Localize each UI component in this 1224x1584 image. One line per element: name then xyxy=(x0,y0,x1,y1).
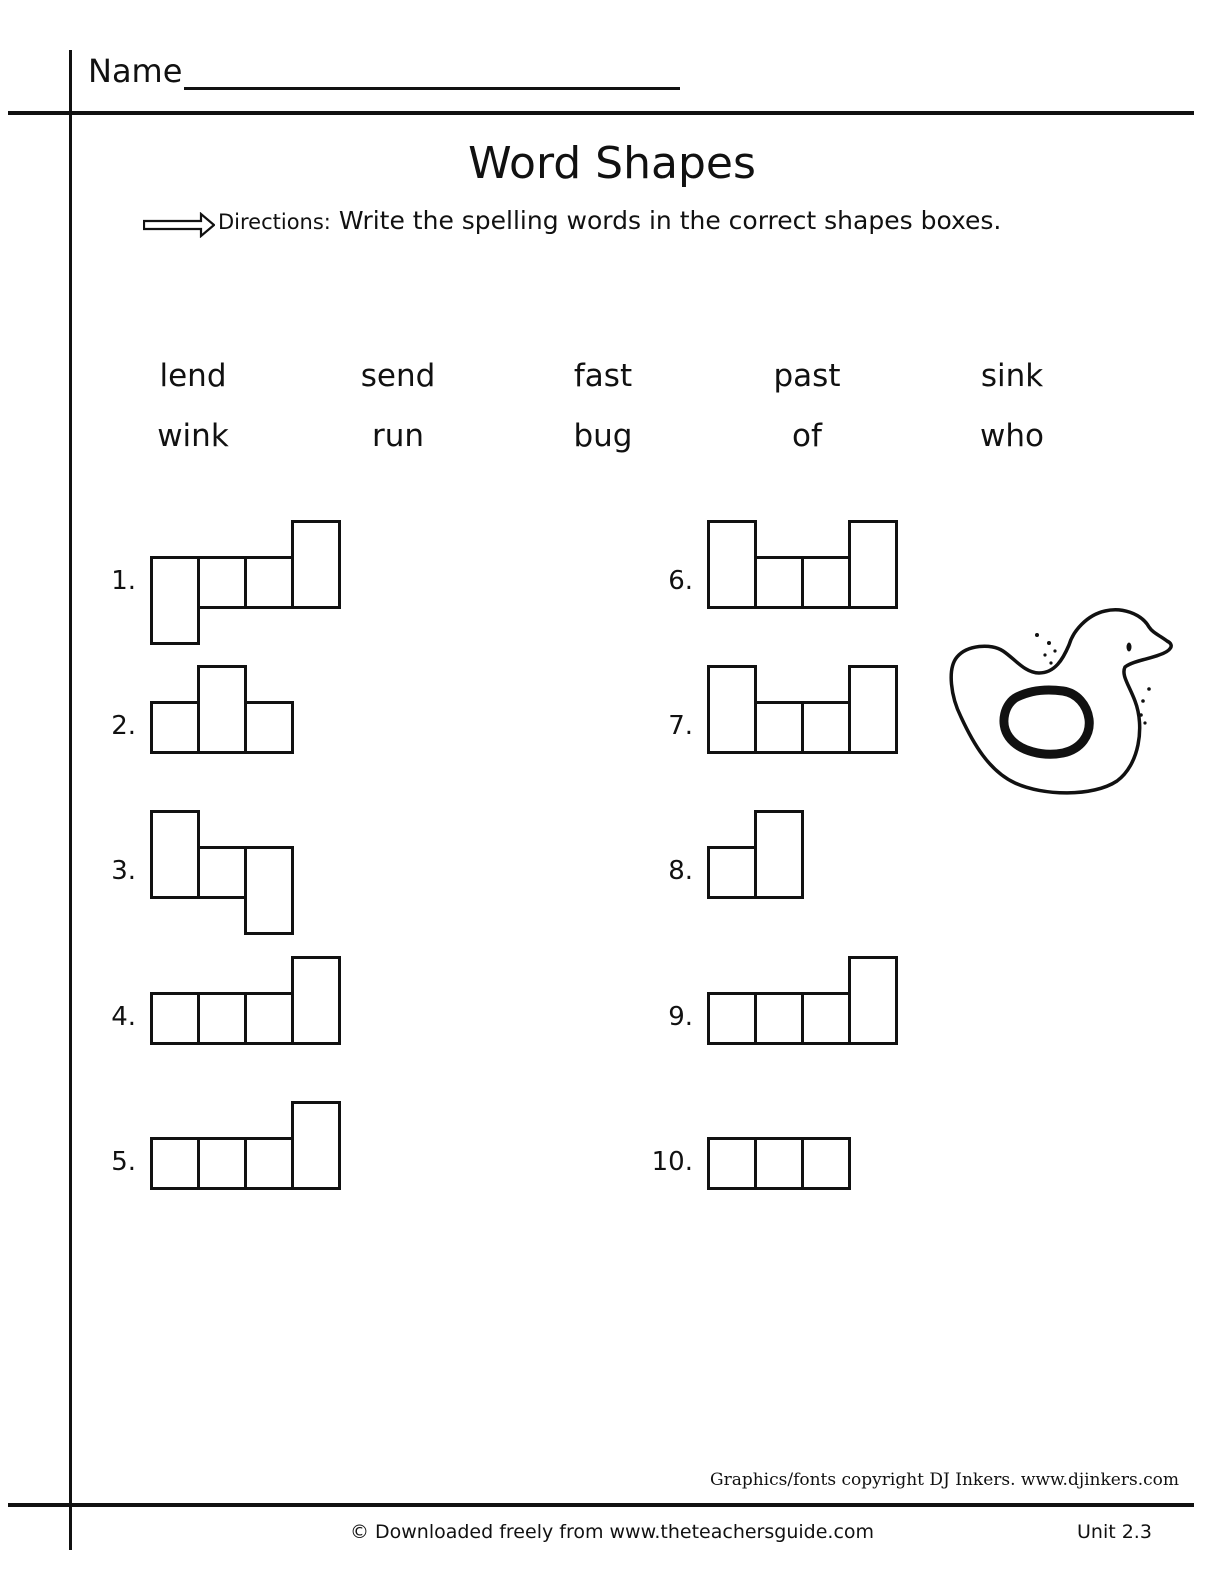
letter-box-short[interactable] xyxy=(244,701,294,754)
letter-box-short[interactable] xyxy=(197,992,247,1045)
exercise-number: 1. xyxy=(111,566,136,596)
word-bank-word: sink xyxy=(980,358,1044,394)
letter-box-short[interactable] xyxy=(150,1137,200,1190)
name-field[interactable] xyxy=(88,52,680,90)
footer-divider xyxy=(8,1503,1194,1507)
letter-box-tall[interactable] xyxy=(707,665,757,754)
word-bank-word: lend xyxy=(159,358,227,394)
word-bank-word: past xyxy=(773,358,841,394)
directions-label: Directions: xyxy=(218,210,331,234)
letter-box-tall[interactable] xyxy=(291,1101,341,1190)
letter-box-short[interactable] xyxy=(754,556,804,609)
letter-box-short[interactable] xyxy=(754,701,804,754)
letter-box-short[interactable] xyxy=(244,992,294,1045)
left-margin-line xyxy=(69,50,72,1550)
exercise-number: 10. xyxy=(651,1147,693,1177)
letter-box-short[interactable] xyxy=(707,992,757,1045)
exercise-number: 5. xyxy=(111,1147,136,1177)
letter-box-tall[interactable] xyxy=(848,956,898,1045)
name-blank-line[interactable] xyxy=(184,61,680,90)
header-divider xyxy=(8,111,1194,115)
letter-box-tall[interactable] xyxy=(848,520,898,609)
page-title: Word Shapes xyxy=(468,138,756,189)
letter-box-tall[interactable] xyxy=(291,956,341,1045)
letter-box-short[interactable] xyxy=(707,846,757,899)
letter-box-short[interactable] xyxy=(801,701,851,754)
download-source: © Downloaded freely from www.theteachersguide.com xyxy=(349,1521,875,1543)
letter-box-descender[interactable] xyxy=(244,846,294,935)
letter-box-tall[interactable] xyxy=(150,810,200,899)
letter-box-short[interactable] xyxy=(244,1137,294,1190)
letter-box-short[interactable] xyxy=(150,992,200,1045)
exercise-number: 6. xyxy=(668,566,693,596)
exercise-number: 7. xyxy=(668,711,693,741)
letter-box-short[interactable] xyxy=(244,556,294,609)
letter-box-short[interactable] xyxy=(801,556,851,609)
word-bank-word: send xyxy=(360,358,436,394)
letter-box-tall[interactable] xyxy=(754,810,804,899)
letter-box-short[interactable] xyxy=(801,1137,851,1190)
letter-box-tall[interactable] xyxy=(707,520,757,609)
unit-label: Unit 2.3 xyxy=(1077,1521,1152,1543)
word-bank-word: of xyxy=(792,418,822,454)
letter-box-tall[interactable] xyxy=(197,665,247,754)
name-label: Name xyxy=(88,52,183,90)
exercise-number: 3. xyxy=(111,856,136,886)
letter-box-tall[interactable] xyxy=(291,520,341,609)
letter-box-short[interactable] xyxy=(707,1137,757,1190)
directions xyxy=(218,206,1001,235)
letter-box-short[interactable] xyxy=(754,992,804,1045)
letter-box-short[interactable] xyxy=(801,992,851,1045)
copyright-notice: Graphics/fonts copyright DJ Inkers. www.djinkers.com xyxy=(710,1470,1179,1490)
exercise-number: 9. xyxy=(668,1002,693,1032)
letter-box-short[interactable] xyxy=(754,1137,804,1190)
word-bank-word: run xyxy=(371,418,425,454)
letter-box-descender[interactable] xyxy=(150,556,200,645)
word-bank-word: bug xyxy=(573,418,633,454)
letter-box-tall[interactable] xyxy=(848,665,898,754)
letter-box-short[interactable] xyxy=(197,556,247,609)
letter-box-short[interactable] xyxy=(197,846,247,899)
directions-text: Write the spelling words in the correct shapes boxes. xyxy=(338,206,1002,235)
letter-box-short[interactable] xyxy=(150,701,200,754)
letter-box-short[interactable] xyxy=(197,1137,247,1190)
exercise-number: 8. xyxy=(668,856,693,886)
word-bank-word: fast xyxy=(573,358,633,394)
word-bank-word: who xyxy=(980,418,1044,454)
duck-illustration xyxy=(945,605,1180,800)
word-bank-word: wink xyxy=(157,418,229,454)
arrow-right-icon xyxy=(143,212,215,238)
exercise-number: 4. xyxy=(111,1002,136,1032)
exercise-number: 2. xyxy=(111,711,136,741)
